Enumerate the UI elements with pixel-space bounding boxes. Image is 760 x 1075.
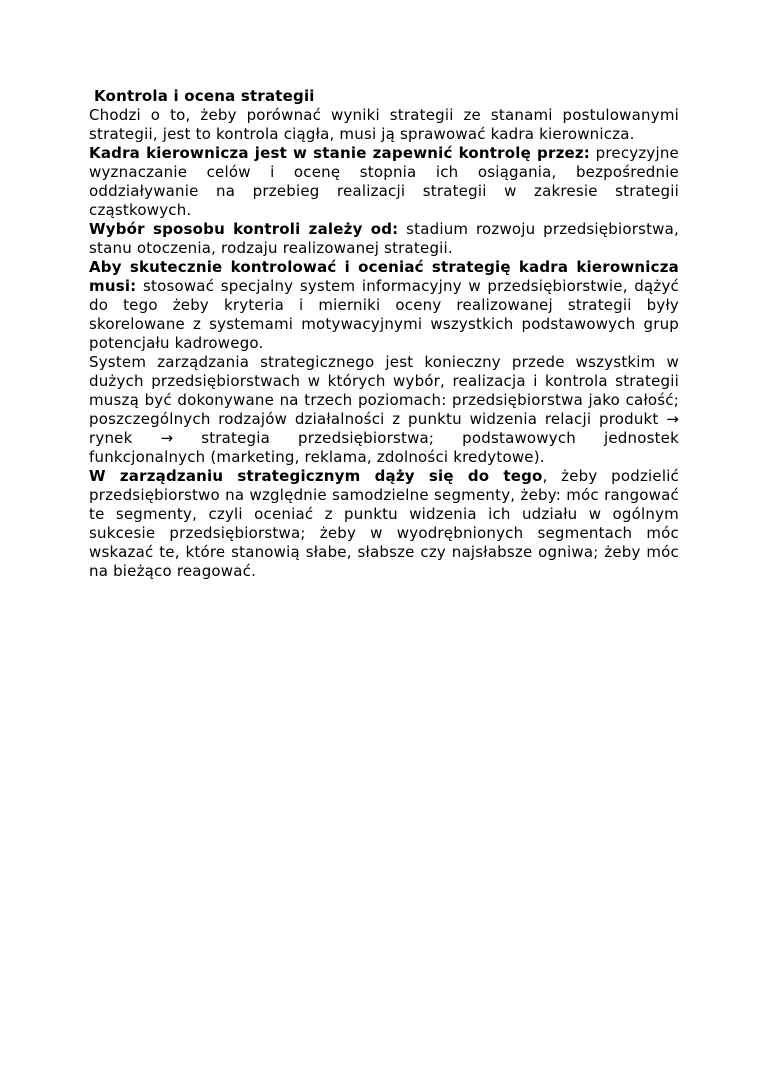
paragraph-text: , żeby podzielić przedsiębiorstwo na względnie samodzielne segmenty, żeby: móc rangować te segmenty, czyli oceniać z punktu widzenia ich udziału w ogólnym sukcesie przedsiębiorstwa; żeby w wyodrębnionych segmentach móc wskazać te, które stanowią słabe, słabsze czy najsłabsze ogniwa; żeby móc na bieżąco reagować. bbox=[89, 467, 680, 580]
paragraph-text: stosować specjalny system informacyjny w przedsiębiorstwie, dążyć do tego żeby kryteria i mierniki oceny realizowanej strategii były skorelowane z systemami motywacyjnymi wszystkich podstawowych grup potencjału kadrowego. bbox=[89, 277, 679, 352]
bold-lead: Kadra kierownicza jest w stanie zapewnić kontrolę przez: bbox=[89, 144, 591, 162]
paragraph-system-zarzadzania bbox=[89, 353, 679, 467]
paragraph-aby-skutecznie bbox=[89, 258, 679, 353]
paragraph-kadra-kierownicza bbox=[89, 144, 679, 220]
document-page bbox=[89, 87, 679, 581]
paragraph-text: precyzyjne wyznaczanie celów i ocenę stopnia ich osiągania, bezpośrednie oddziaływanie na przebieg realizacji strategii w zakresie strategii cząstkowych. bbox=[89, 144, 679, 219]
paragraph-text: Chodzi o to, żeby porównać wyniki strategii ze stanami postulowanymi strategii, jest to kontrola ciągła, musi ją sprawować kadra kierownicza. bbox=[89, 106, 679, 143]
paragraph-text: System zarządzania strategicznego jest konieczny przede wszystkim w dużych przedsiębiorstwach w których wybór, realizacja i kontrola strategii muszą być dokonywane na trzech poziomach: przedsiębiorstwa jako całość; poszczególnych rodzajów działalności z punktu widzenia relacji produkt → rynek → strategia przedsiębiorstwa; podstawowych jednostek funkcjonalnych (marketing, reklama, zdolności kredytowe). bbox=[89, 353, 679, 466]
paragraph-zarzadzanie-strategiczne bbox=[89, 467, 679, 581]
paragraph-text: stadium rozwoju przedsiębiorstwa, stanu otoczenia, rodzaju realizowanej strategii. bbox=[89, 220, 679, 257]
bold-lead: W zarządzaniu strategicznym dąży się do tego bbox=[89, 467, 543, 485]
heading-bold-text: Kontrola i ocena strategii bbox=[94, 87, 315, 105]
bold-lead: Wybór sposobu kontroli zależy od: bbox=[89, 220, 399, 238]
doc-heading bbox=[89, 87, 679, 106]
paragraph-wybor-kontroli bbox=[89, 220, 679, 258]
paragraph-intro bbox=[89, 106, 679, 144]
bold-lead: Aby skutecznie kontrolować i oceniać strategię kadra kierownicza musi: bbox=[89, 258, 679, 295]
